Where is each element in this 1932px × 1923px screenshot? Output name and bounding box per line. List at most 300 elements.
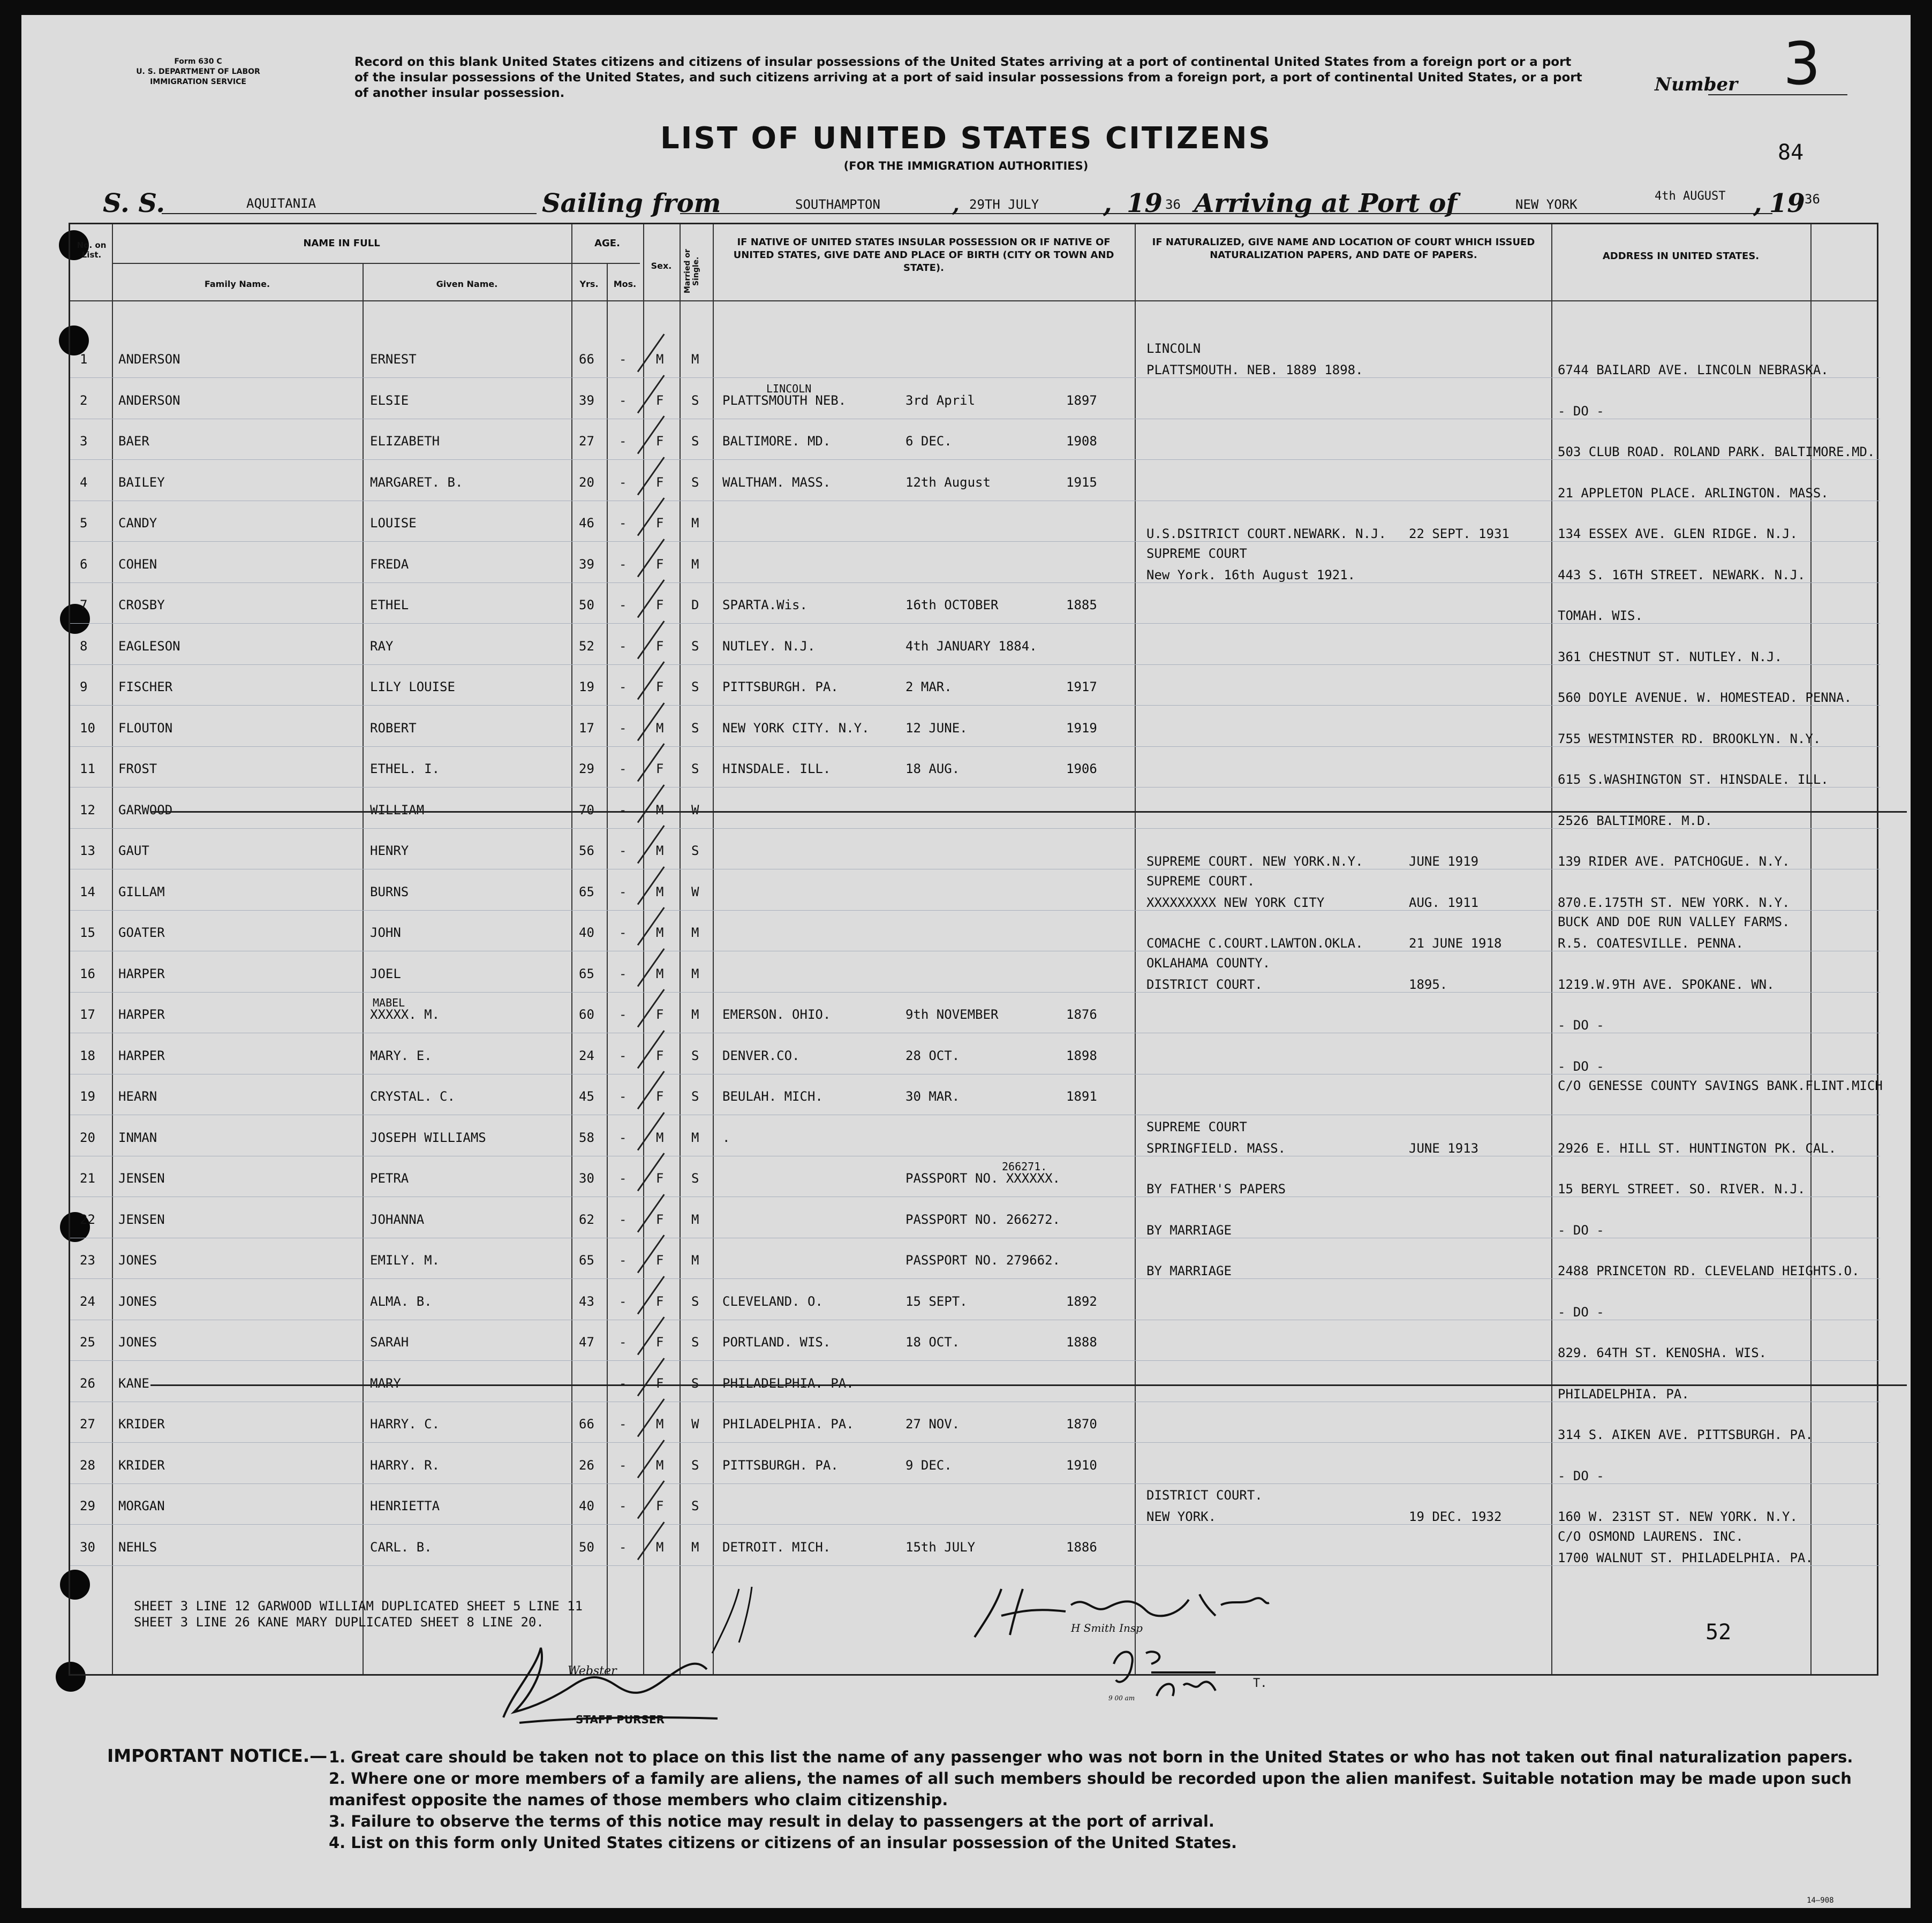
row-number: 16 <box>80 966 95 981</box>
marital-status: M <box>691 1539 699 1555</box>
sex: F <box>656 1171 664 1186</box>
inspector-signature-text: H Smith Insp <box>1071 1622 1143 1634</box>
table-row <box>70 912 1880 953</box>
marital-status: M <box>691 352 699 367</box>
birth-place: BALTIMORE. MD. <box>722 434 831 449</box>
age-years: 43 <box>579 1293 594 1309</box>
sex: F <box>656 1253 664 1268</box>
row-number: 5 <box>80 516 88 531</box>
header-no-on-list: No. on List. <box>77 240 107 260</box>
birth-date: 6 DEC. <box>905 434 952 449</box>
marital-status: S <box>691 720 699 736</box>
age-years: 66 <box>579 1417 594 1432</box>
address-line2: 560 DOYLE AVENUE. W. HOMESTEAD. PENNA. <box>1558 690 1852 705</box>
table-row <box>70 503 1880 543</box>
row-number: 15 <box>80 925 95 940</box>
family-name: INMAN <box>118 1130 157 1145</box>
notice-heading: IMPORTANT NOTICE.— <box>107 1745 328 1766</box>
marital-status: S <box>691 474 699 490</box>
age-years: 27 <box>579 434 594 449</box>
marital-status: S <box>691 638 699 654</box>
list-number: 3 <box>1783 29 1821 98</box>
time-signature-text: 9 00 am <box>1108 1694 1135 1701</box>
address-line2: 503 CLUB ROAD. ROLAND PARK. BALTIMORE.MD. <box>1558 444 1875 459</box>
age-years: 40 <box>579 925 594 940</box>
notice-item: 2. Where one or more members of a family are aliens, the names of all such members should be recorded upon the alien manifest. Suitable notation may be made upon such manifest opposite the names of those members who claim citizenship. <box>329 1769 1852 1809</box>
sex: F <box>656 679 664 694</box>
age-months: - <box>619 925 627 940</box>
table-row <box>70 462 1880 503</box>
papers-date: 21 JUNE 1918 <box>1409 936 1502 951</box>
age-years: 46 <box>579 516 594 531</box>
ruled-line <box>70 910 1880 911</box>
address-line2: TOMAH. WIS. <box>1558 608 1643 623</box>
family-name: GARWOOD <box>118 802 173 817</box>
birth-place: NUTLEY. N.J. <box>722 638 816 654</box>
row-number: 10 <box>80 720 95 736</box>
strike-through-line <box>150 1384 1907 1386</box>
form-identifier <box>102 57 295 87</box>
sex: F <box>656 516 664 531</box>
age-months: - <box>619 392 627 408</box>
court-name: LINCOLN <box>1146 341 1201 356</box>
given-name: ELIZABETH <box>370 434 440 449</box>
birth-year: 1888 <box>1066 1335 1097 1350</box>
birth-place: CLEVELAND. O. <box>722 1293 823 1309</box>
given-name: CRYSTAL. C. <box>370 1089 455 1104</box>
given-name: HENRIETTA <box>370 1498 440 1513</box>
age-years: 40 <box>579 1498 594 1513</box>
family-name: JENSEN <box>118 1212 165 1227</box>
birth-place: PLATTSMOUTH NEB. <box>722 392 847 408</box>
age-years: 50 <box>579 1539 594 1555</box>
age-months: - <box>619 1498 627 1513</box>
age-months: - <box>619 516 627 531</box>
age-years: 62 <box>579 1212 594 1227</box>
age-months: - <box>619 434 627 449</box>
row-number: 3 <box>80 434 88 449</box>
birth-place: PHILADELPHIA. PA. <box>722 1417 854 1432</box>
age-months: - <box>619 1375 627 1391</box>
family-name: ANDERSON <box>118 352 180 367</box>
family-name: GILLAM <box>118 884 165 899</box>
address-line2: 829. 64TH ST. KENOSHA. WIS. <box>1558 1345 1767 1360</box>
table-row <box>70 1486 1880 1526</box>
family-name: KRIDER <box>118 1417 165 1432</box>
birth-date: 4th JANUARY 1884. <box>905 638 1037 654</box>
court-name: SUPREME COURT <box>1146 546 1247 561</box>
header-family-name: Family Name. <box>204 279 270 289</box>
age-months: - <box>619 1048 627 1063</box>
header-age: AGE. <box>594 238 620 249</box>
address-line2: - DO - <box>1558 1222 1604 1238</box>
header-naturalized: IF NATURALIZED, GIVE NAME AND LOCATION OF COURT WHICH ISSUED NATURALIZATION PAPERS, AND DATE OF PAPERS. <box>1152 237 1535 261</box>
table-row <box>70 1158 1880 1199</box>
court-location: U.S.DSITRICT COURT.NEWARK. N.J. <box>1146 526 1386 541</box>
birth-place: PITTSBURGH. PA. <box>722 1457 839 1473</box>
table-row <box>70 830 1880 871</box>
given-name: HENRY <box>370 843 409 858</box>
ship-underline <box>162 213 537 214</box>
birth-date: 15th JULY <box>905 1539 976 1555</box>
age-months: - <box>619 1089 627 1104</box>
court-location: PLATTSMOUTH. NEB. 1889 1898. <box>1146 362 1363 377</box>
ship-name: AQUITANIA <box>246 196 316 211</box>
birth-place: WALTHAM. MASS. <box>722 474 831 490</box>
page-title: LIST OF UNITED STATES CITIZENS <box>660 121 1272 156</box>
given-name: JOHANNA <box>370 1212 425 1227</box>
address-line2: 314 S. AIKEN AVE. PITTSBURGH. PA. <box>1558 1427 1813 1442</box>
family-name: NEHLS <box>118 1539 157 1555</box>
address-line2: 1700 WALNUT ST. PHILADELPHIA. PA. <box>1558 1550 1813 1565</box>
age-years: 26 <box>579 1457 594 1473</box>
birth-place: PORTLAND. WIS. <box>722 1335 831 1350</box>
address-line2: 6744 BAILARD AVE. LINCOLN NEBRASKA. <box>1558 362 1829 377</box>
arrival-year-prefix: 19 <box>1769 188 1805 218</box>
address-line2: - DO - <box>1558 1018 1604 1033</box>
manifest-page <box>21 15 1911 1908</box>
age-months: - <box>619 597 627 612</box>
given-name: HARRY. C. <box>370 1417 440 1432</box>
age-months: - <box>619 679 627 694</box>
passenger-table <box>69 223 1883 1676</box>
age-years: 65 <box>579 1253 594 1268</box>
sex: F <box>656 1007 664 1022</box>
table-row <box>70 1281 1880 1322</box>
address-line1: C/O GENESSE COUNTY SAVINGS BANK.FLINT.MICH <box>1558 1078 1883 1093</box>
marital-status: S <box>691 1335 699 1350</box>
row-number: 18 <box>80 1048 95 1063</box>
birth-place: NEW YORK CITY. N.Y. <box>722 720 870 736</box>
sex: F <box>656 392 664 408</box>
address-line2: 443 S. 16TH STREET. NEWARK. N.J. <box>1558 567 1806 582</box>
address-line2: 1219.W.9TH AVE. SPOKANE. WN. <box>1558 976 1775 992</box>
address-line1: BUCK AND DOE RUN VALLEY FARMS. <box>1558 914 1790 929</box>
arrival-port: NEW YORK <box>1515 197 1578 212</box>
marital-status: M <box>691 516 699 531</box>
table-row <box>70 1363 1880 1404</box>
family-name: BAILEY <box>118 474 165 490</box>
age-years: 30 <box>579 1171 594 1186</box>
row-number: 20 <box>80 1130 95 1145</box>
arrival-underline <box>1398 213 1772 214</box>
marital-status: M <box>691 1253 699 1268</box>
header-married-single: Married or Single. <box>683 249 700 294</box>
header-sex: Sex. <box>651 261 672 271</box>
court-location: XXXXXXXXX NEW YORK CITY <box>1146 895 1325 910</box>
given-name: XXXXX. M. <box>370 1007 440 1022</box>
family-name: GAUT <box>118 843 149 858</box>
staff-purser-label: STAFF PURSER <box>576 1713 665 1726</box>
court-location: DISTRICT COURT. <box>1146 976 1263 992</box>
sex: F <box>656 1048 664 1063</box>
birth-date: 18 AUG. <box>905 761 960 776</box>
table-row <box>70 1240 1880 1281</box>
papers-date: 19 DEC. 1932 <box>1409 1509 1502 1524</box>
ruled-line <box>70 787 1880 788</box>
header-years: Yrs. <box>579 279 599 289</box>
address-line2: - DO - <box>1558 403 1604 419</box>
family-name: JONES <box>118 1253 157 1268</box>
table-row <box>70 1322 1880 1362</box>
birth-place: . <box>722 1130 730 1145</box>
table-row <box>70 872 1880 912</box>
ruled-line <box>70 623 1880 624</box>
table-row <box>70 790 1880 830</box>
birth-place: PITTSBURGH. PA. <box>722 679 839 694</box>
papers-date: 1895. <box>1409 976 1448 992</box>
birth-date: 30 MAR. <box>905 1089 960 1104</box>
marital-status: W <box>691 802 699 817</box>
sex: M <box>656 352 664 367</box>
form-code: 14—908 <box>1807 1896 1834 1905</box>
marital-status: S <box>691 1171 699 1186</box>
table-row <box>70 1445 1880 1486</box>
address-line2: 15 BERYL STREET. SO. RIVER. N.J. <box>1558 1182 1806 1197</box>
age-years: 39 <box>579 392 594 408</box>
number-label: Number <box>1655 74 1738 95</box>
birth-date: PASSPORT NO. 279662. <box>905 1253 1060 1268</box>
address-line2: 2926 E. HILL ST. HUNTINGTON PK. CAL. <box>1558 1140 1837 1156</box>
time-mark: T. <box>1253 1677 1267 1690</box>
row-number: 22 <box>80 1212 95 1227</box>
birth-year: 1917 <box>1066 679 1097 694</box>
age-years: 39 <box>579 556 594 572</box>
ruled-line <box>70 664 1880 665</box>
birth-year: 1886 <box>1066 1539 1097 1555</box>
department-name: U. S. DEPARTMENT OF LABOR <box>136 67 260 76</box>
address-line2: 870.E.175TH ST. NEW YORK. N.Y. <box>1558 895 1790 910</box>
birth-year: 1870 <box>1066 1417 1097 1432</box>
age-years: 60 <box>579 1007 594 1022</box>
court-location: BY MARRIAGE <box>1146 1222 1232 1238</box>
age-months: - <box>619 556 627 572</box>
given-name: LILY LOUISE <box>370 679 455 694</box>
given-name: BURNS <box>370 884 409 899</box>
ruled-line <box>70 541 1880 542</box>
ruled-line <box>70 1524 1880 1525</box>
notice-item: 3. Failure to observe the terms of this notice may result in delay to passengers at the port of arrival. <box>329 1812 1214 1830</box>
age-months: - <box>619 1171 627 1186</box>
family-name: BAER <box>118 434 149 449</box>
birth-place: BEULAH. MICH. <box>722 1089 823 1104</box>
departure-year-prefix: 19 <box>1127 188 1163 218</box>
address-line2: 361 CHESTNUT ST. NUTLEY. N.J. <box>1558 649 1783 664</box>
row-number: 9 <box>80 679 88 694</box>
sex: F <box>656 1375 664 1391</box>
given-name: MARY. E. <box>370 1048 432 1063</box>
table-row <box>70 1035 1880 1076</box>
age-months: - <box>619 638 627 654</box>
given-name: MARY <box>370 1375 401 1391</box>
table-row <box>70 1404 1880 1444</box>
arriving-label: Arriving at Port of <box>1194 188 1457 218</box>
marital-status: S <box>691 1293 699 1309</box>
sex: F <box>656 1498 664 1513</box>
birth-year: 1898 <box>1066 1048 1097 1063</box>
address-line2: 160 W. 231ST ST. NEW YORK. N.Y. <box>1558 1509 1798 1524</box>
birth-year: 1892 <box>1066 1293 1097 1309</box>
ruled-line <box>70 459 1880 460</box>
row-number: 24 <box>80 1293 95 1309</box>
court-location: New York. 16th August 1921. <box>1146 567 1356 582</box>
row-number: 29 <box>80 1498 95 1513</box>
given-name: ETHEL <box>370 597 409 612</box>
given-name: JOHN <box>370 925 401 940</box>
row-number: 19 <box>80 1089 95 1104</box>
given-name: ROBERT <box>370 720 417 736</box>
given-name: ALMA. B. <box>370 1293 432 1309</box>
birth-date: 27 NOV. <box>905 1417 960 1432</box>
ruled-line <box>70 1565 1880 1566</box>
age-years: 65 <box>579 966 594 981</box>
row-number: 7 <box>80 597 88 612</box>
age-years: 20 <box>579 474 594 490</box>
papers-date: AUG. 1911 <box>1409 895 1479 910</box>
court-location: NEW YORK. <box>1146 1509 1217 1524</box>
sex: M <box>656 720 664 736</box>
given-name: FREDA <box>370 556 409 572</box>
address-line2: - DO - <box>1558 1304 1604 1320</box>
given-name-correction: MABEL <box>373 996 405 1009</box>
court-name: SUPREME COURT. <box>1146 873 1255 889</box>
birth-date: PASSPORT NO. 266272. <box>905 1212 1060 1227</box>
family-name: JONES <box>118 1293 157 1309</box>
ruled-line <box>70 1483 1880 1484</box>
departure-year-suffix: 36 <box>1165 197 1181 212</box>
age-years: 29 <box>579 761 594 776</box>
birth-place: PHILADELPHIA. PA. <box>722 1375 854 1391</box>
address-line2: 2488 PRINCETON RD. CLEVELAND HEIGHTS.O. <box>1558 1263 1860 1278</box>
age-years: 58 <box>579 1130 594 1145</box>
table-row <box>70 1199 1880 1240</box>
ruled-line <box>70 1360 1880 1361</box>
given-name: HARRY. R. <box>370 1457 440 1473</box>
birth-date: 3rd April <box>905 392 976 408</box>
marital-status: W <box>691 1417 699 1432</box>
age-months: - <box>619 474 627 490</box>
sheet-number: 84 <box>1778 140 1804 165</box>
age-years: 65 <box>579 884 594 899</box>
ruled-line <box>70 1442 1880 1443</box>
row-number: 13 <box>80 843 95 858</box>
age-years: 19 <box>579 679 594 694</box>
age-months: - <box>619 1130 627 1145</box>
marital-status: S <box>691 392 699 408</box>
family-name: HEARN <box>118 1089 157 1104</box>
court-location: SPRINGFIELD. MASS. <box>1146 1140 1286 1156</box>
ruled-line <box>70 828 1880 829</box>
age-months: - <box>619 761 627 776</box>
given-name: ETHEL. I. <box>370 761 440 776</box>
address-line2: 2526 BALTIMORE. M.D. <box>1558 813 1712 828</box>
row-number: 1 <box>80 352 88 367</box>
family-name: JENSEN <box>118 1171 165 1186</box>
marital-status: S <box>691 434 699 449</box>
footnote-line: SHEET 3 LINE 12 GARWOOD WILLIAM DUPLICATED SHEET 5 LINE 11 <box>134 1599 583 1614</box>
address-line1: C/O OSMOND LAURENS. INC. <box>1558 1528 1744 1544</box>
birth-date: 16th OCTOBER <box>905 597 999 612</box>
sex: F <box>656 597 664 612</box>
marital-status: S <box>691 1048 699 1063</box>
birth-place: DETROIT. MICH. <box>722 1539 831 1555</box>
page-subtitle: (FOR THE IMMIGRATION AUTHORITIES) <box>843 160 1089 172</box>
header-given-name: Given Name. <box>436 279 498 289</box>
form-number: Form 630 C <box>174 57 222 66</box>
given-name: JOSEPH WILLIAMS <box>370 1130 486 1145</box>
address-line2: 615 S.WASHINGTON ST. HINSDALE. ILL. <box>1558 772 1829 787</box>
header-address: ADDRESS IN UNITED STATES. <box>1602 251 1760 262</box>
sex: F <box>656 638 664 654</box>
marital-status: M <box>691 1130 699 1145</box>
purser-signature-text: Webster <box>568 1664 617 1678</box>
sex: M <box>656 843 664 858</box>
court-location: SUPREME COURT. NEW YORK.N.Y. <box>1146 854 1363 869</box>
row-number: 27 <box>80 1417 95 1432</box>
address-line2: R.5. COATESVILLE. PENNA. <box>1558 936 1744 951</box>
table-row <box>70 544 1880 585</box>
family-name: JONES <box>118 1335 157 1350</box>
birth-date: 15 SEPT. <box>905 1293 968 1309</box>
arrival-year-suffix: 36 <box>1805 192 1820 207</box>
birth-date: 2 MAR. <box>905 679 952 694</box>
age-months: - <box>619 1253 627 1268</box>
birth-place: SPARTA.Wis. <box>722 597 807 612</box>
court-location: BY FATHER'S PAPERS <box>1146 1182 1286 1197</box>
ruled-line <box>70 582 1880 583</box>
marital-status: S <box>691 761 699 776</box>
family-name: HARPER <box>118 966 165 981</box>
address-line2: 755 WESTMINSTER RD. BROOKLYN. N.Y. <box>1558 731 1821 746</box>
departure-port: SOUTHAMPTON <box>795 197 880 212</box>
age-years: 70 <box>579 802 594 817</box>
given-name: MARGARET. B. <box>370 474 463 490</box>
row-number: 25 <box>80 1335 95 1350</box>
ruled-line <box>70 377 1880 378</box>
birth-date: 12 JUNE. <box>905 720 968 736</box>
given-name: ELSIE <box>370 392 409 408</box>
departure-year-comma: , <box>1103 188 1112 218</box>
age-months: - <box>619 843 627 858</box>
age-years: 52 <box>579 638 594 654</box>
header-name-in-full: NAME IN FULL <box>303 238 380 249</box>
table-row <box>70 1527 1880 1568</box>
court-location: COMACHE C.COURT.LAWTON.OKLA. <box>1146 936 1363 951</box>
age-months: - <box>619 1335 627 1350</box>
age-months: - <box>619 966 627 981</box>
sex: F <box>656 556 664 572</box>
family-name: FLOUTON <box>118 720 173 736</box>
header-birth: IF NATIVE OF UNITED STATES INSULAR POSSESSION OR IF NATIVE OF UNITED STATES, GIVE DATE AND PLACE OF BIRTH (CITY OR TOWN AND STATE). <box>733 237 1114 274</box>
age-years: 66 <box>579 352 594 367</box>
birth-year: 1897 <box>1066 392 1097 408</box>
age-months: - <box>619 1539 627 1555</box>
sex: F <box>656 1089 664 1104</box>
court-name: DISTRICT COURT. <box>1146 1488 1263 1503</box>
birth-date: 12th August <box>905 474 991 490</box>
given-name: ERNEST <box>370 352 417 367</box>
marital-status: M <box>691 556 699 572</box>
sex: M <box>656 884 664 899</box>
number-underline <box>1708 94 1847 95</box>
marital-status: S <box>691 1375 699 1391</box>
sex: F <box>656 1335 664 1350</box>
given-name: EMILY. M. <box>370 1253 440 1268</box>
family-name: CANDY <box>118 516 157 531</box>
family-name: MORGAN <box>118 1498 165 1513</box>
address-line2: - DO - <box>1558 1058 1604 1074</box>
birth-year: 1919 <box>1066 720 1097 736</box>
